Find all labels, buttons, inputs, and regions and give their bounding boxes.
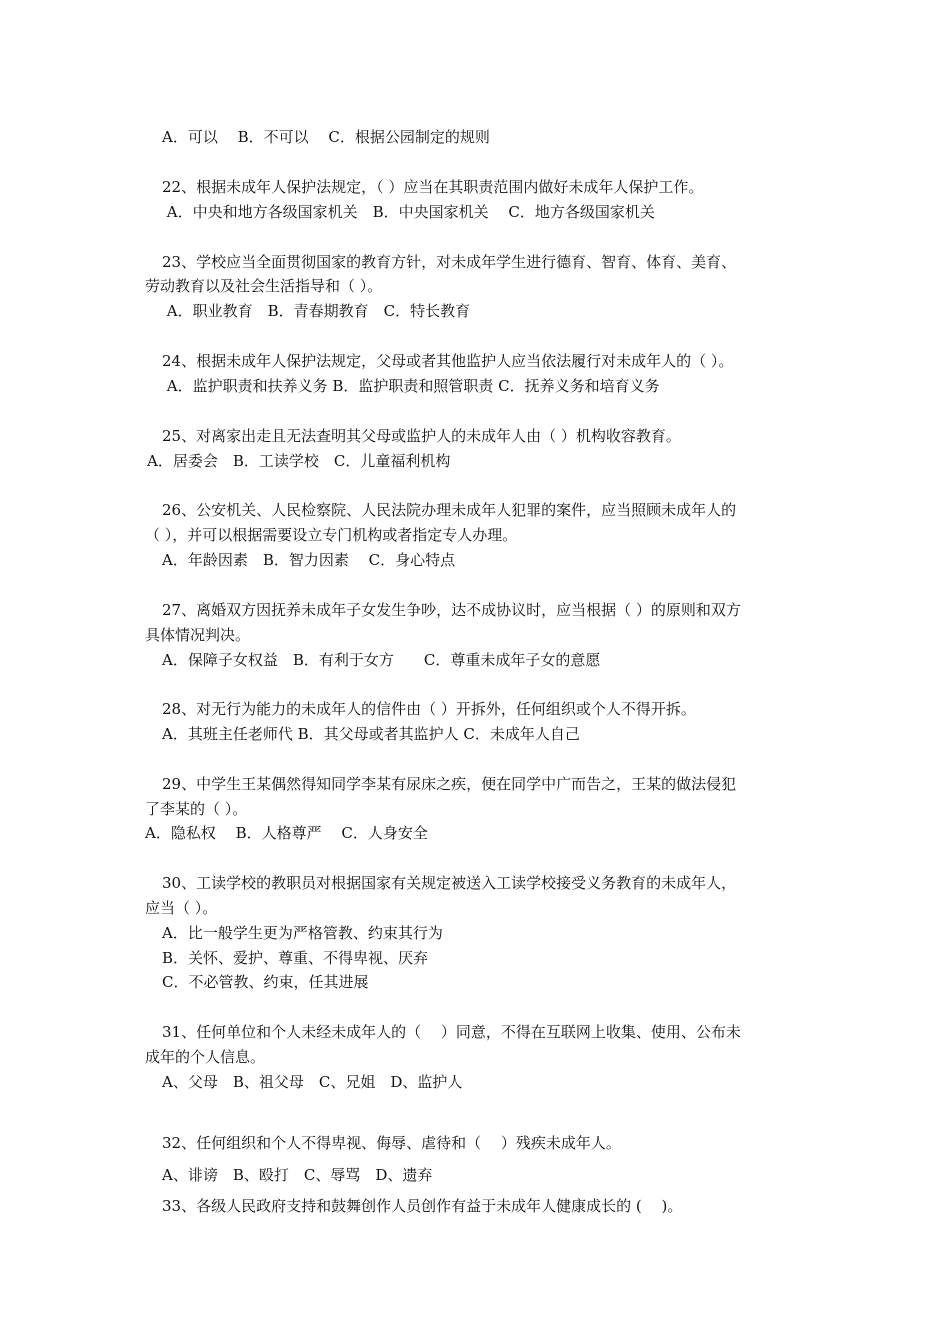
question-27: 27、离婚双方因抚养未成年子女发生争吵，达不成协议时，应当根据（ ）的原则和双方 [162, 601, 741, 619]
question-31: 31、任何单位和个人未经未成年人的（ ）同意，不得在互联网上收集、使用、公布未 [162, 1023, 741, 1041]
answer-options-32: A、诽谤 B、殴打 C、辱骂 D、遗弃 [162, 1166, 433, 1184]
answer-options-26: A．年龄因素 B．智力因素 C．身心特点 [162, 551, 456, 569]
answer-options-28: A．其班主任老师代 B．其父母或者其监护人 C．未成年人自己 [162, 725, 580, 743]
question-24: 24、根据未成年人保护法规定，父母或者其他监护人应当依法履行对未成年人的（ ）。 [162, 352, 734, 370]
answer-option-30-c: C．不必管教、约束，任其进展 [162, 973, 369, 991]
answer-option-30-a: A．比一般学生更为严格管教、约束其行为 [162, 924, 443, 942]
question-25: 25、对离家出走且无法查明其父母或监护人的未成年人由（ ）机构收容教育。 [162, 427, 681, 445]
question-31-cont: 成年的个人信息。 [145, 1048, 266, 1066]
question-28: 28、对无行为能力的未成年人的信件由（ ）开拆外，任何组织或个人不得开拆。 [162, 700, 696, 718]
answer-options-22: A．中央和地方各级国家机关 B．中央国家机关 C．地方各级国家机关 [162, 203, 655, 221]
question-23: 23、学校应当全面贯彻国家的教育方针，对未成年学生进行德育、智育、体育、美育、 [162, 253, 737, 271]
answer-options-24: A．监护职责和扶养义务 B．监护职责和照管职责 C．抚养义务和培育义务 [162, 377, 660, 395]
question-30: 30、工读学校的教职员对根据国家有关规定被送入工读学校接受义务教育的未成年人， [162, 874, 737, 892]
answer-options-27: A．保障子女权益 B．有利于女方 C．尊重未成年子女的意愿 [162, 651, 601, 669]
answer-options-29: A．隐私权 B．人格尊严 C．人身安全 [145, 824, 428, 842]
question-22: 22、根据未成年人保护法规定，（ ）应当在其职责范围内做好未成年人保护工作。 [162, 178, 704, 196]
answer-options-25: A．居委会 B．工读学校 C．儿童福利机构 [147, 452, 451, 470]
answer-options-31: A、父母 B、祖父母 C、兄姐 D、监护人 [162, 1073, 463, 1091]
question-27-cont: 具体情况判决。 [145, 626, 251, 644]
question-26: 26、公安机关、人民检察院、人民法院办理未成年人犯罪的案件，应当照顾未成年人的 [162, 501, 737, 519]
question-26-cont: （ ），并可以根据需要设立专门机构或者指定专人办理。 [145, 526, 518, 544]
question-30-cont: 应当（ ）。 [145, 899, 218, 917]
answer-options-23: A．职业教育 B．青春期教育 C．特长教育 [162, 302, 471, 320]
answer-option-30-b: B．关怀、爱护、尊重、不得卑视、厌弃 [162, 949, 429, 967]
question-29-cont: 了李某的（ ）。 [145, 800, 248, 818]
question-33: 33、各级人民政府支持和鼓舞创作人员创作有益于未成年人健康成长的 ( )。 [162, 1197, 683, 1215]
answer-options-21: A．可以 B．不可以 C．根据公园制定的规则 [162, 128, 490, 146]
question-29: 29、中学生王某偶然得知同学李某有尿床之疾，便在同学中广而告之，王某的做法侵犯 [162, 775, 737, 793]
question-23-cont: 劳动教育以及社会生活指导和（ ）。 [145, 277, 383, 295]
question-32: 32、任何组织和个人不得卑视、侮辱、虐待和（ ）残疾未成年人。 [162, 1134, 621, 1152]
